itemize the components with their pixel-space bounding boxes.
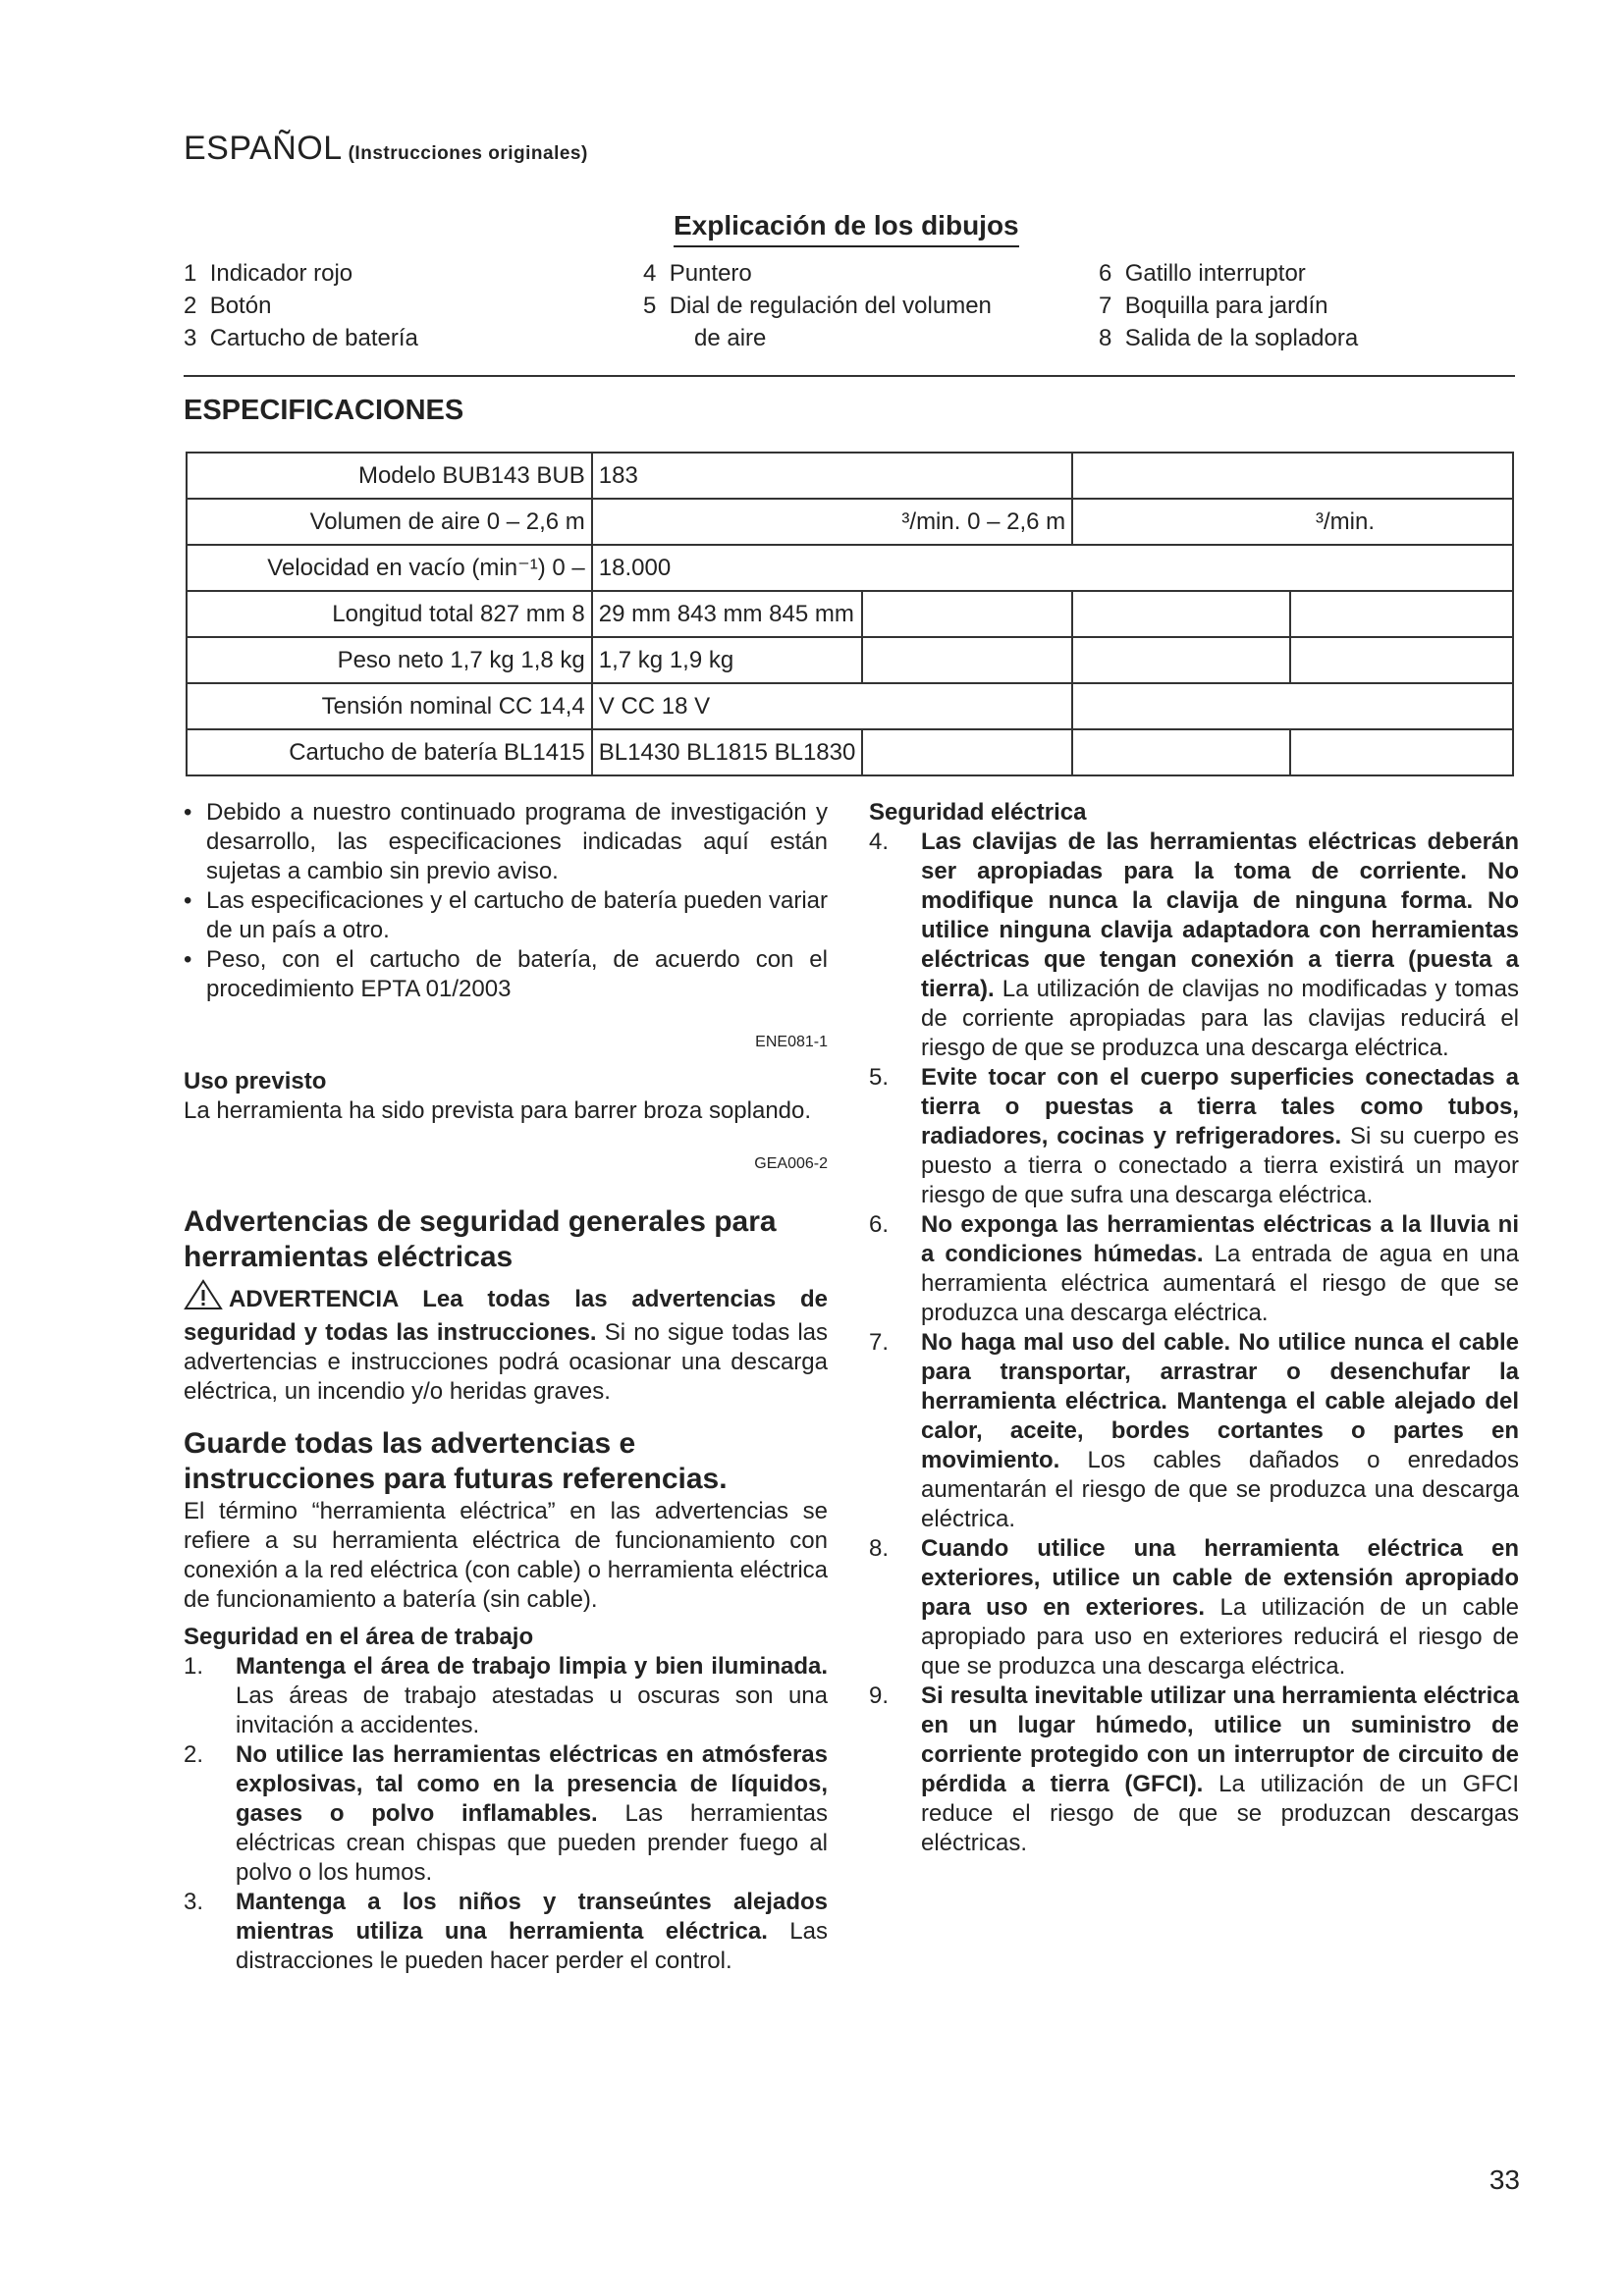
- spec-value: [1290, 729, 1513, 775]
- language-title: [184, 130, 588, 168]
- drawings-legend-col-2: [643, 257, 992, 354]
- specs-title: ESPECIFICACIONES: [184, 395, 464, 426]
- drawings-title: Explicación de los dibujos: [674, 210, 1019, 247]
- guarde-text: El término “herramienta eléctrica” en las advertencias se refiere a su herramienta eléctrica de funcionamiento con conexión a la red eléctrica (con cable) o herramienta eléctrica de funcionamiento a batería (sin cable).: [184, 1498, 828, 1613]
- spec-value: [1072, 453, 1513, 499]
- section-divider: [184, 375, 1515, 377]
- list-item: 2. No utilice las herramientas eléctricas en atmósferas explosivas, tal como en la presencia de líquidos, gases o polvo inflamables. Las herramientas eléctricas crean chispas que pueden prender fuego al polvo o los humos.: [184, 1741, 828, 1886]
- table-row: [187, 729, 1513, 775]
- spec-value: [1072, 729, 1290, 775]
- list-item: 3. Mantenga a los niños y transeúntes alejados mientras utiliza una herramienta eléctrica. Las distracciones le pueden hacer perder el control.: [184, 1889, 828, 1974]
- list-item: 9. Si resulta inevitable utilizar una herramienta eléctrica en un lugar húmedo, utilice un suministro de corriente protegido con un interruptor de circuito de pérdida a tierra (GFCI). La utilización de un GFCI reduce el riesgo de que se produzcan descargas eléctricas.: [869, 1682, 1519, 1856]
- spec-value: 183: [592, 453, 1072, 499]
- spec-label: Peso neto 1,7 kg 1,8 kg: [187, 637, 592, 683]
- spec-note: • Las especificaciones y el cartucho de batería pueden variar de un país a otro.: [184, 886, 828, 945]
- list-item: 5. Evite tocar con el cuerpo superficies conectadas a tierra o puestas a tierra tales como tubos, radiadores, cocinas y refrigeradores. Si su cuerpo es puesto a tierra o conectado a tierra existirá un mayor riesgo de que sufra una descarga eléctrica.: [869, 1064, 1520, 1208]
- uso-title: Uso previsto: [184, 1068, 327, 1095]
- language-name: ESPAÑOL: [184, 130, 343, 167]
- warning-icon: [184, 1279, 223, 1318]
- specs-table: [186, 452, 1514, 776]
- page-number: 33: [1489, 2164, 1520, 2195]
- uso-text: La herramienta ha sido prevista para barrer broza soplando.: [184, 1097, 812, 1124]
- list-item: 7. No haga mal uso del cable. No utilice nunca el cable para transportar, arrastrar o desenchufar la herramienta eléctrica. Mantenga el cable alejado del calor, aceite, bordes cortantes o partes en movimiento. Los cables dañados o enredados aumentarán el riesgo de que se produzca una descarga eléctrica.: [869, 1329, 1519, 1532]
- spec-value: 29 mm 843 mm 845 mm: [592, 591, 863, 637]
- doc-code: ENE081-1: [755, 1034, 828, 1050]
- spec-value: 1,7 kg 1,9 kg: [592, 637, 863, 683]
- guarde-title: Guarde todas las advertencias e instrucciones para futuras referencias.: [184, 1427, 728, 1495]
- table-row: [187, 683, 1513, 729]
- legend-item: 4 Puntero: [643, 260, 752, 287]
- table-row: [187, 499, 1513, 545]
- language-subtitle: (Instrucciones originales): [348, 143, 588, 164]
- legend-item: 2 Botón: [184, 293, 272, 319]
- spec-value: [862, 591, 1072, 637]
- list-item: 1. Mantenga el área de trabajo limpia y bien iluminada. Las áreas de trabajo atestadas u oscuras son una invitación a accidentes.: [184, 1653, 828, 1738]
- spec-label: Velocidad en vacío (min⁻¹) 0 –: [187, 545, 592, 591]
- spec-value: [862, 637, 1072, 683]
- area-title: Seguridad en el área de trabajo: [184, 1624, 534, 1650]
- drawings-legend-col-3: [1099, 257, 1358, 354]
- list-item: 8. Cuando utilice una herramienta eléctrica en exteriores, utilice un cable de extensión apropiado para uso en exteriores. La utilización de un cable apropiado para uso en exteriores reducirá el riesgo de que se produzca una descarga eléctrica.: [869, 1535, 1520, 1680]
- spec-label: Volumen de aire 0 – 2,6 m: [187, 499, 592, 545]
- spec-value: [1072, 683, 1513, 729]
- spec-label: Tensión nominal CC 14,4: [187, 683, 592, 729]
- table-row: [187, 637, 1513, 683]
- spec-value: [1072, 591, 1290, 637]
- spec-value: BL1430 BL1815 BL1830: [592, 729, 863, 775]
- spec-value: ³/min. 0 – 2,6 m: [592, 499, 1072, 545]
- advertencias-text: ADVERTENCIA Lea todas las advertencias de seguridad y todas las instrucciones. Si no sigue todas las advertencias e instrucciones podrá ocasionar una descarga eléctrica, un incendio y/o heridas graves.: [184, 1279, 828, 1407]
- legend-item: 3 Cartucho de batería: [184, 325, 418, 351]
- left-column: [184, 798, 828, 1976]
- spec-label: Cartucho de batería BL1415: [187, 729, 592, 775]
- doc-code: GEA006-2: [754, 1155, 828, 1172]
- spec-note: • Debido a nuestro continuado programa de investigación y desarrollo, las especificaciones indicadas aquí están sujetas a cambio sin previo aviso.: [184, 798, 828, 886]
- spec-value: [1290, 637, 1513, 683]
- list-item: 6. No exponga las herramientas eléctricas a la lluvia ni a condiciones húmedas. La entrada de agua en una herramienta eléctrica aumentará el riesgo de que se produzca una descarga eléctrica.: [869, 1211, 1519, 1326]
- table-row: [187, 453, 1513, 499]
- electrica-title: Seguridad eléctrica: [869, 799, 1087, 826]
- legend-item: 8 Salida de la sopladora: [1099, 325, 1359, 351]
- spec-value: V CC 18 V: [592, 683, 1072, 729]
- drawings-legend-col-1: [184, 257, 418, 354]
- list-item: 4. Las clavijas de las herramientas eléctricas deberán ser apropiadas para la toma de corriente. No modifique nunca la clavija de ninguna forma. No utilice ninguna clavija adaptadora con herramientas eléctricas que tengan conexión a tierra (puesta a tierra). La utilización de clavijas no modificadas y tomas de corriente apropiadas para las clavijas reducirá el riesgo de que se produzca una descarga eléctrica.: [869, 828, 1519, 1061]
- spec-label: Modelo BUB143 BUB: [187, 453, 592, 499]
- legend-item: 7 Boquilla para jardín: [1099, 293, 1328, 319]
- right-column: [869, 798, 1519, 1858]
- spec-value: ³/min.: [1072, 499, 1513, 545]
- table-row: [187, 545, 1513, 591]
- advertencias-title: Advertencias de seguridad generales para herramientas eléctricas: [184, 1205, 777, 1273]
- legend-item: 1 Indicador rojo: [184, 260, 353, 287]
- spec-note: • Peso, con el cartucho de batería, de acuerdo con el procedimiento EPTA 01/2003: [184, 945, 828, 1004]
- spec-value: [1290, 591, 1513, 637]
- spec-value: 18.000: [592, 545, 1513, 591]
- legend-item: de aire: [694, 325, 767, 351]
- table-row: [187, 591, 1513, 637]
- legend-item: 5 Dial de regulación del volumen: [643, 293, 992, 319]
- spec-value: [1072, 637, 1290, 683]
- legend-item: 6 Gatillo interruptor: [1099, 260, 1306, 287]
- advertencias-bold: ADVERTENCIA Lea todas las advertencias de seguridad y todas las instrucciones.: [184, 1286, 828, 1346]
- spec-value: [862, 729, 1072, 775]
- spec-label: Longitud total 827 mm 8: [187, 591, 592, 637]
